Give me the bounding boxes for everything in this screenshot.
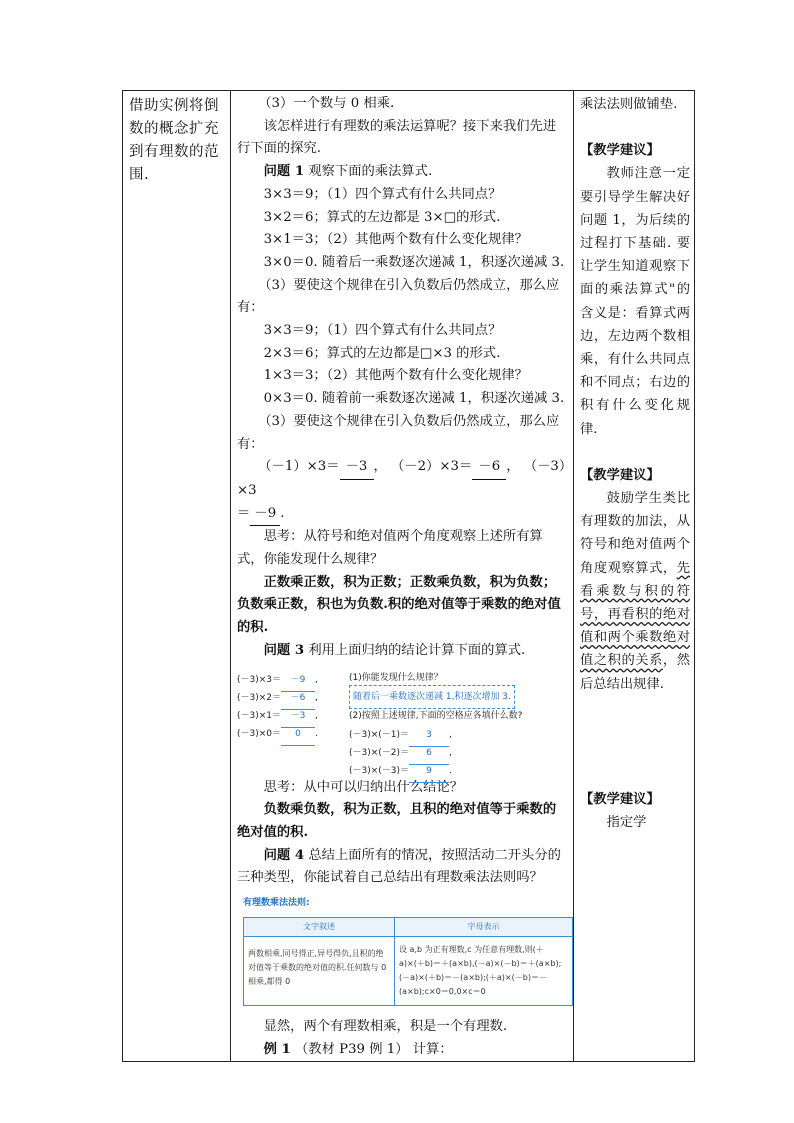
fig3-right-row: (－3)×(－3)＝ 9 . (349, 760, 452, 784)
fig3-answer: 3 (409, 724, 449, 748)
fill-in-line: （－1）×3＝ －3 ， （－2）×3＝ －6 ， （－3）×3 (237, 456, 569, 502)
fig3-left-row: (－3)×1＝ －3 , (237, 705, 318, 729)
fig3-left-row: (－3)×0＝ 0 . (237, 723, 318, 747)
fig3-right-row: (－3)×(－2)＝ 6 , (349, 742, 452, 766)
series2-line: 3×3＝9；（1）四个算式有什么共同点？ (263, 323, 502, 339)
question-4-label: 问题 4 (263, 847, 305, 863)
left-column-text: 借助实例将倒数的概念扩充到有理数的范围. (129, 98, 219, 183)
fig3-question-b: (2)按照上述规律,下面的空格应各填什么数? (349, 710, 523, 721)
rule-1: 正数乘正数，积为正数；正数乘负数，积为负数；负数乘正数，积也为负数.积的绝对值等于乘数的绝对值的积. (237, 574, 561, 636)
question-3-label: 问题 3 (263, 642, 305, 658)
main-column (231, 91, 574, 1062)
tip-text: 教师注意一定要引导学生解决好问题 1，为后续的过程打下基础. 要让学生知道观察下面的乘法算式"的含义是：看算式两边，左边两个数相乘，有什么共同点和不同点；右边的积有什么变化规律. (580, 166, 691, 437)
lesson-table (122, 90, 695, 1062)
fig3-answer-box: 随着后一乘数逐次递减 1,积逐次增加 3. (349, 685, 515, 710)
left-column (123, 91, 231, 1062)
tip-title: 【教学建议】 (580, 467, 660, 483)
fill-answer: －3 (340, 456, 374, 480)
rule-2: 负数乘负数，积为正数，且积的绝对值等于乘数的绝对值的积. (237, 802, 557, 840)
series2-line: 2×3＝6；算式的左边都是□×3 的形式. (263, 345, 501, 361)
question-3 (237, 640, 569, 663)
series1-line: 3×1＝3；（2）其他两个数有什么变化规律？ (263, 232, 528, 248)
series1-line: 3×0＝0. 随着后一乘数逐次递减 1，积逐次递减 3. (263, 254, 565, 270)
fig3-answer: －9 (281, 669, 315, 693)
fill-expr: （－2）×3＝ (391, 459, 473, 475)
example-1-label: 例 1 (263, 1041, 291, 1057)
fill-expr: ＝ (237, 505, 251, 521)
text-zero-multiply: （3）一个数与 0 相乘. (258, 96, 395, 111)
question-3-figure (237, 665, 569, 777)
fill-expr: （－3）×3 (237, 459, 566, 498)
series1-line: 3×3＝9；（1）四个算式有什么共同点？ (263, 186, 502, 202)
text-intro: 该怎样进行有理数的乘法运算呢？接下来我们先进行下面的探究. (237, 118, 557, 157)
fill-expr: （－1）×3＝ (258, 459, 340, 475)
fig3-question-a: (1)你能发现什么规律？ (349, 672, 443, 683)
think-1: 思考：从符号和绝对值两个角度观察上述所有算式，你能发现什么规律？ (237, 529, 543, 568)
series1-line: （3）要使这个规律在引入负数后仍然成立，那么应有： (237, 277, 560, 316)
law-title: 有理数乘法法则: (243, 898, 310, 909)
law-header-symbol: 字母表示 (467, 921, 500, 931)
fig3-answer: 9 (409, 760, 449, 784)
question-1 (237, 161, 569, 184)
tip-text: 指定学 (606, 815, 647, 831)
question-1-text: 观察下面的乘法算式. (308, 164, 433, 180)
fill-answer: －6 (472, 456, 506, 480)
law-symbol-cell: 设 a,b 为正有理数,c 为任意有理数,则(＋a)×(＋b)＝＋(a×b),(－a)×(－b)＝＋(a×b);(－a)×(＋b)＝－(a×b);(＋a)×(－b)＝－(a×b);c×0＝0,0×c＝0 (399, 944, 562, 996)
fig3-left-row: (－3)×3＝ －9 , (237, 669, 318, 693)
fig3-right-row: (－3)×(－1)＝ 3 , (349, 724, 452, 748)
fig3-left-row: (－3)×2＝ －6 , (237, 687, 318, 711)
question-1-label: 问题 1 (263, 164, 305, 180)
example-1 (237, 1039, 569, 1062)
fill-in-line-cont: ＝ －9 . (237, 503, 569, 527)
fig3-answer: 6 (409, 742, 449, 766)
notes-column (574, 91, 695, 1062)
series2-line: 0×3＝0. 随着前一乘数逐次递减 1，积逐次递减 3. (263, 391, 565, 407)
series2-line: （3）要使这个规律在引入负数后仍然成立，那么应有： (237, 413, 560, 452)
law-text-cell: 两数相乘,同号得正,异号得负,且积的绝对值等于乘数的绝对值的积.任何数与 0 相乘,都得 0 (244, 937, 395, 1005)
fig3-answer: －3 (281, 705, 315, 729)
note-continued: 乘法法则做铺垫. (580, 97, 678, 112)
fill-answer: －9 (250, 503, 280, 527)
example-1-text: （教材 P39 例 1） 计算： (295, 1041, 453, 1057)
fig3-answer: －6 (281, 687, 315, 711)
tip-title: 【教学建议】 (580, 791, 660, 807)
question-4-text: 总结上面所有的情况，按照活动二开头分的三种类型，你能试着自己总结出有理数乘法法则吗？ (237, 847, 561, 886)
question-3-text: 利用上面归纳的结论计算下面的算式. (308, 642, 526, 658)
series2-line: 1×3＝3；（2）其他两个数有什么变化规律？ (263, 368, 528, 384)
tip-title: 【教学建议】 (580, 143, 660, 159)
multiplication-law-table (243, 917, 573, 1006)
series1-line: 3×2＝6；算式的左边都是 3×□的形式. (263, 209, 501, 225)
fig3-answer: 0 (281, 723, 315, 747)
think-2: 思考：从中可以归纳出什么结论？ (263, 779, 464, 795)
law-header-text: 文字叙述 (244, 918, 395, 936)
tip-text: 鼓励学生类比有理数的加法，从符号和绝对值两个角度观察算式，先看乘数与积的符号，再看积的绝对值和两个乘数绝对值之积的关系，然后总结出规律. (580, 491, 691, 692)
text-closure: 显然，两个有理数相乘，积是一个有理数. (263, 1018, 508, 1034)
question-4 (237, 845, 569, 890)
